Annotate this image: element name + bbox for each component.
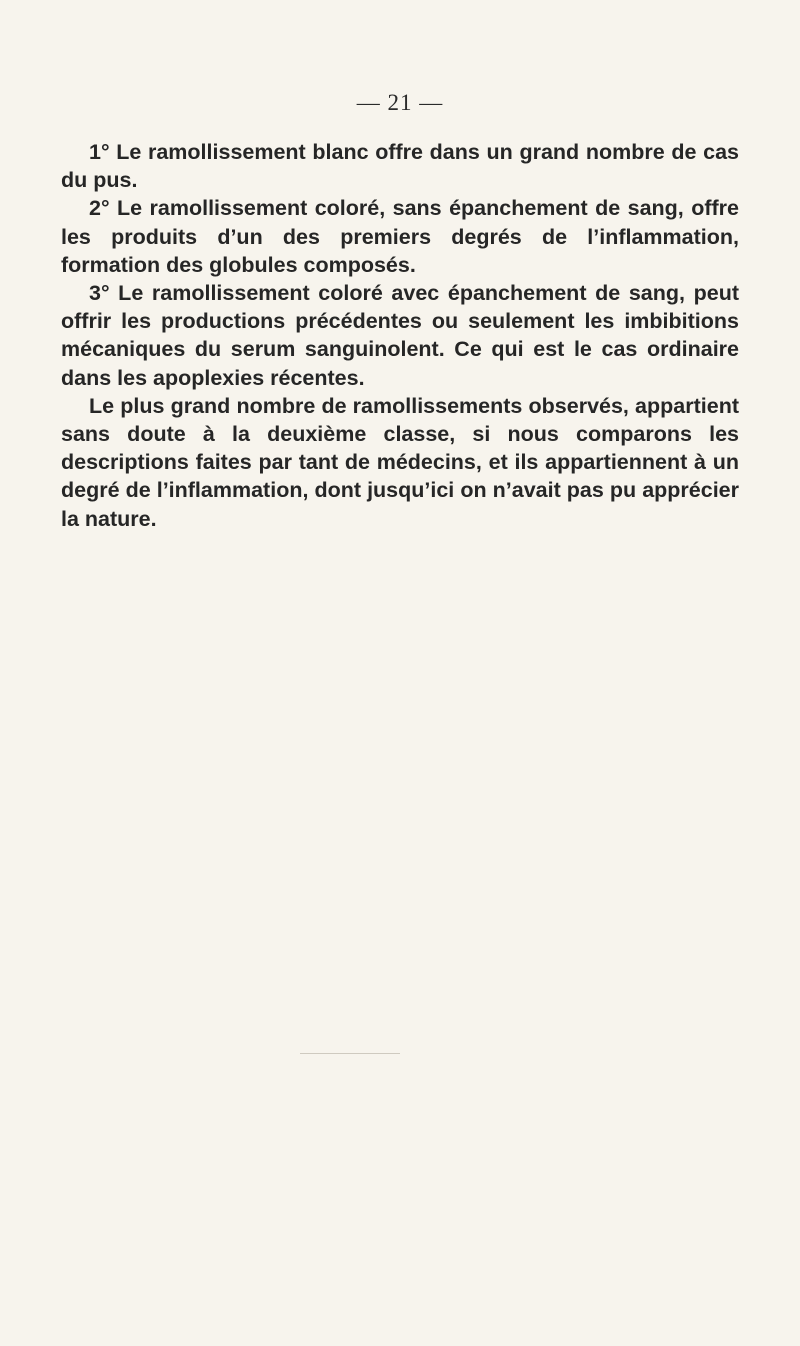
paragraph-3: 3° Le ramollissement coloré avec épanchement de sang, peut offrir les productions précédentes ou seulement les imbibitions mécaniques du serum sanguinolent. Ce qui est le cas ordinaire dans les apoplexies récentes.: [61, 281, 739, 390]
page-number-header: — 21 —: [356, 90, 444, 115]
paragraph-4: Le plus grand nombre de ramollissements observés, appartient sans doute à la deuxième classe, si nous comparons les descriptions faites par tant de médecins, et ils appartiennent à un degré de l’inflammation, dont jusqu’ici on n’avait pas pu apprécier la nature.: [61, 393, 739, 531]
page-body: [61, 138, 739, 533]
paper-mark: [300, 1053, 400, 1054]
paragraph-2: 2° Le ramollissement coloré, sans épanchement de sang, offre les produits d’un des premiers degrés de l’inflammation, formation des globules composés.: [61, 196, 739, 277]
paragraph-1: 1° Le ramollissement blanc offre dans un grand nombre de cas du pus.: [61, 140, 739, 193]
